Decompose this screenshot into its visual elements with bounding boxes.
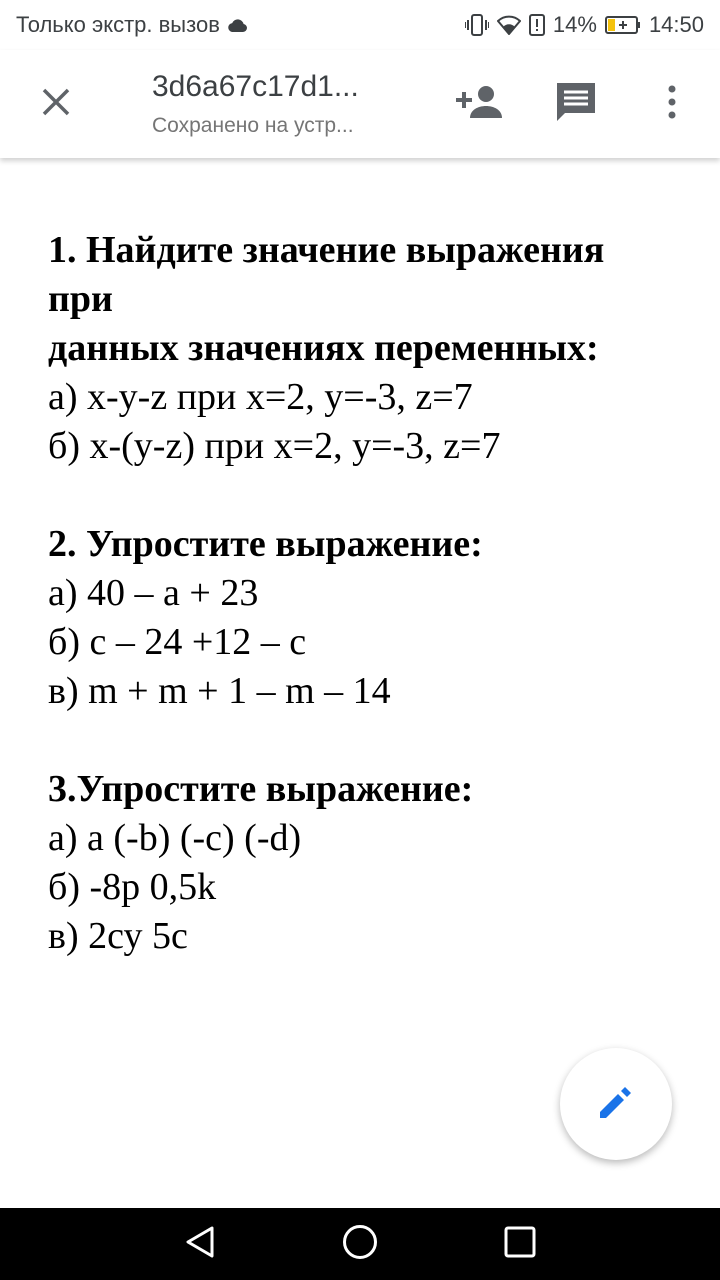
comment-icon: [555, 81, 597, 128]
task1-heading-line: данных значениях переменных:: [48, 327, 599, 369]
wifi-icon: [497, 15, 521, 35]
recents-button[interactable]: [496, 1222, 544, 1266]
title-block: [152, 70, 412, 138]
cloud-icon: [226, 17, 248, 33]
task3-item: а) a (-b) (-c) (-d): [48, 817, 302, 859]
edit-pencil-icon: [596, 1082, 636, 1127]
carrier-text: Только экстр. вызов: [16, 12, 220, 37]
back-triangle-icon: [185, 1225, 215, 1264]
close-icon: [41, 87, 71, 122]
task3-heading: 3.Упростите выражение:: [48, 768, 474, 810]
task3-item: б) -8р 0,5k: [48, 866, 217, 908]
document-body: [48, 226, 688, 961]
vibrate-icon: [465, 14, 489, 36]
more-options-button[interactable]: [644, 76, 700, 132]
task2-item: б) с – 24 +12 – с: [48, 621, 307, 663]
task2-item: а) 40 – а + 23: [48, 572, 259, 614]
recents-square-icon: [504, 1226, 536, 1263]
home-button[interactable]: [336, 1222, 384, 1266]
add-person-icon: [456, 84, 504, 125]
back-button[interactable]: [176, 1222, 224, 1266]
more-vert-icon: [668, 85, 676, 124]
alert-icon: [529, 14, 545, 36]
status-right: [465, 12, 704, 38]
document-save-status: Сохранено на устр...: [152, 114, 354, 137]
task2-item: в) m + m + 1 – m – 14: [48, 670, 391, 712]
task2-heading: 2. Упростите выражение:: [48, 523, 483, 565]
edit-fab-button[interactable]: [560, 1048, 672, 1160]
battery-charging-icon: [605, 15, 641, 35]
status-left: [16, 12, 248, 38]
task1-item: а) x-y-z при x=2, y=-3, z=7: [48, 376, 473, 418]
task3-item: в) 2су 5с: [48, 915, 188, 957]
task1-item: б) x-(y-z) при x=2, y=-3, z=7: [48, 425, 501, 467]
comments-button[interactable]: [548, 76, 604, 132]
clock: 14:50: [648, 12, 704, 37]
document-title: 3d6a67c17d1...: [152, 70, 359, 103]
close-button[interactable]: [28, 76, 84, 132]
app-bar: [0, 50, 720, 158]
battery-percent: 14%: [552, 12, 597, 37]
system-nav-bar: [0, 1208, 720, 1280]
status-bar: [0, 0, 720, 50]
task1-heading-line: при: [48, 278, 113, 320]
home-circle-icon: [342, 1224, 378, 1265]
share-add-person-button[interactable]: [452, 76, 508, 132]
task1-heading-line: 1. Найдите значение выражения: [48, 229, 605, 271]
